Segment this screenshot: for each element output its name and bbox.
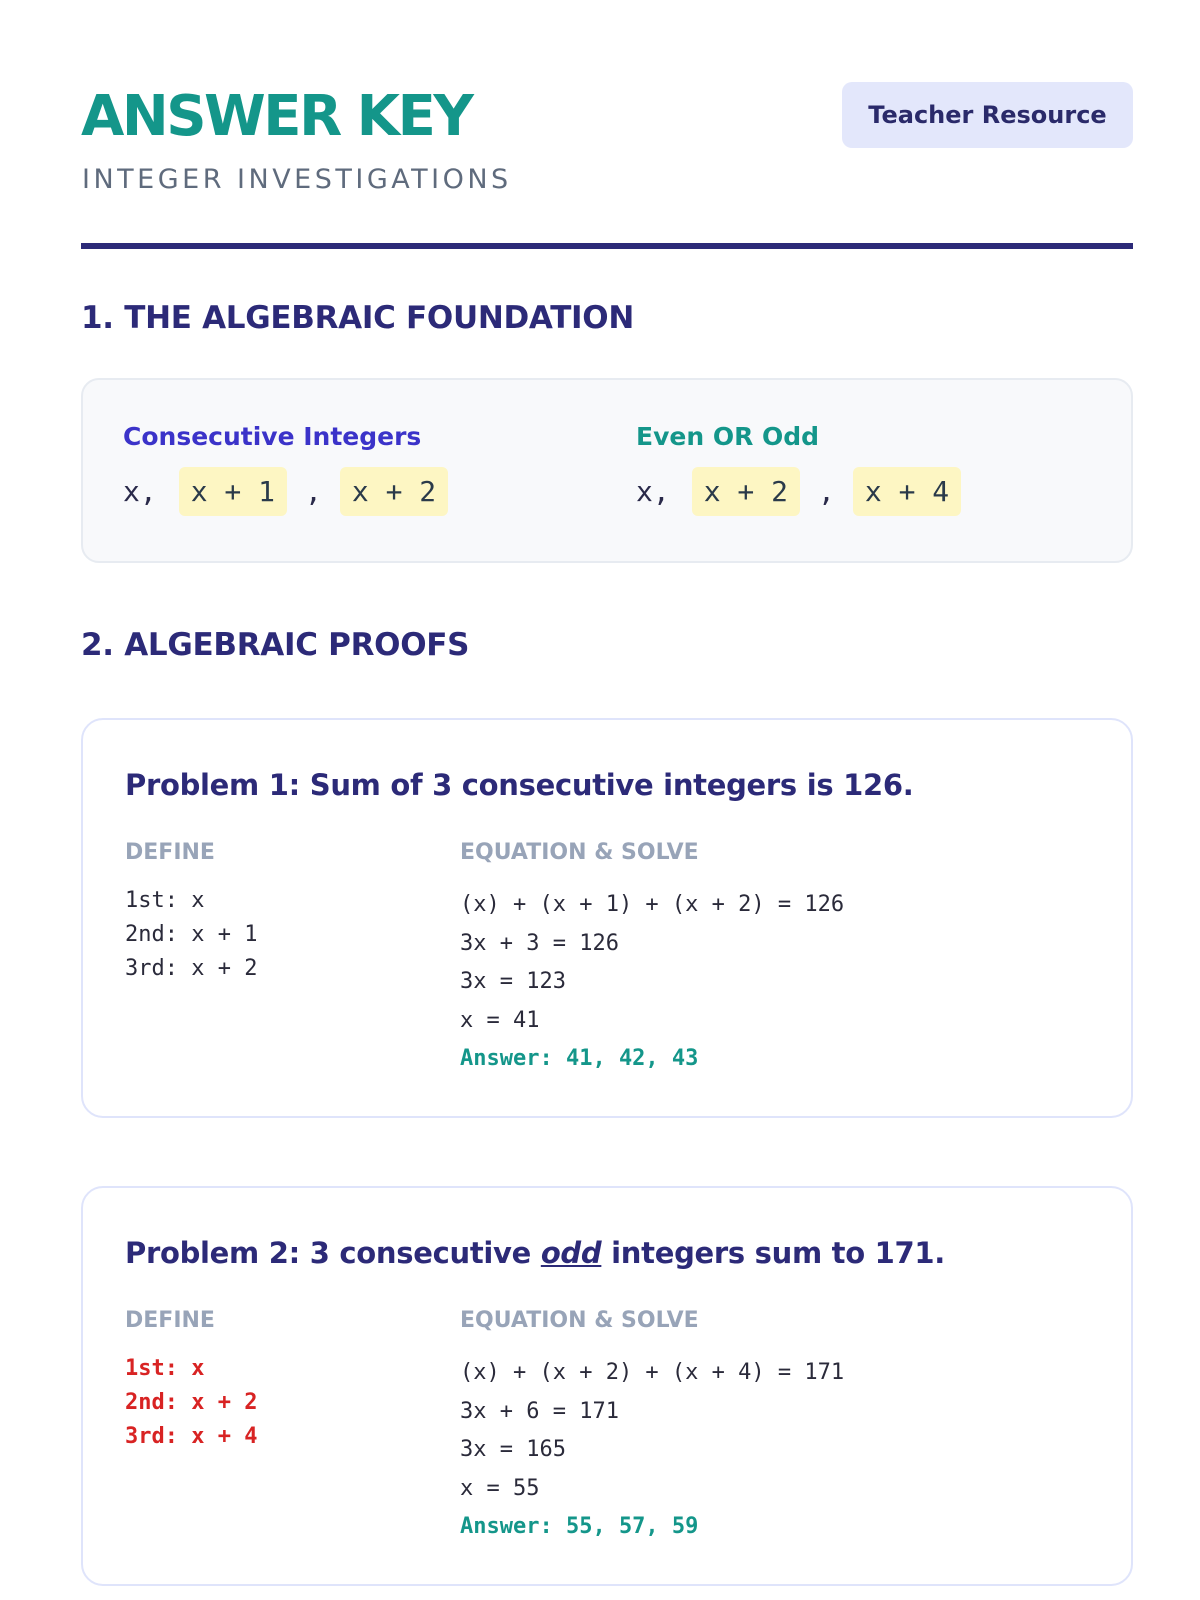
even-odd-block [636, 422, 961, 516]
section-heading-foundation: 1. THE ALGEBRAIC FOUNDATION [81, 300, 634, 336]
answer-line: Answer: 41, 42, 43 [460, 1046, 699, 1071]
define-heading: DEFINE [125, 840, 215, 865]
page-subtitle: INTEGER INVESTIGATIONS [82, 164, 512, 195]
expr-term-2: x + 1 [179, 467, 287, 516]
even-odd-expression [636, 467, 961, 516]
problem-title [125, 1236, 945, 1270]
solve-heading: EQUATION & SOLVE [460, 1308, 699, 1333]
problem-title-emphasis: odd [540, 1236, 602, 1270]
answer-key-page [81, 0, 1133, 1539]
expr-separator: , [305, 475, 322, 508]
even-odd-label: Even OR Odd [636, 422, 820, 451]
solve-line: (x) + (x + 1) + (x + 2) = 126 [460, 892, 845, 917]
page-title: ANSWER KEY [81, 84, 472, 149]
problem-title: Problem 1: Sum of 3 consecutive integers is 126. [125, 768, 914, 802]
problem-card-1 [81, 718, 1133, 1118]
header-divider [81, 243, 1133, 249]
define-heading: DEFINE [125, 1308, 215, 1333]
solve-line: 3x + 6 = 171 [460, 1398, 619, 1424]
define-line: 1st: x [125, 1356, 205, 1381]
expr-term-3: x + 4 [853, 467, 961, 516]
expr-lead: x, [123, 475, 157, 508]
solve-line: 3x = 165 [460, 1437, 566, 1462]
problem-title-prefix: Problem 2: 3 consecutive [125, 1236, 541, 1270]
solve-heading: EQUATION & SOLVE [460, 840, 699, 865]
solve-line: x = 55 [460, 1475, 540, 1501]
foundation-box [81, 378, 1133, 563]
page-header [81, 0, 1133, 250]
define-line: 2nd: x + 1 [125, 922, 258, 947]
consecutive-integers-label: Consecutive Integers [123, 422, 422, 451]
expr-separator: , [818, 475, 835, 508]
solve-lines [460, 886, 844, 1079]
section-heading-proofs: 2. ALGEBRAIC PROOFS [81, 627, 470, 663]
consecutive-integers-expression [123, 467, 448, 516]
solve-line: (x) + (x + 2) + (x + 4) = 171 [460, 1360, 845, 1385]
define-line: 3rd: x + 2 [125, 956, 258, 981]
solve-lines [460, 1354, 844, 1547]
define-line: 3rd: x + 4 [125, 1424, 258, 1449]
answer-line: Answer: 55, 57, 59 [460, 1514, 699, 1539]
expr-term-3: x + 2 [340, 467, 448, 516]
solve-line: x = 41 [460, 1007, 540, 1033]
problem-card-2 [81, 1186, 1133, 1586]
define-line: 1st: x [125, 888, 205, 913]
solve-line: 3x + 3 = 126 [460, 930, 619, 956]
solve-line: 3x = 123 [460, 969, 566, 994]
consecutive-integers-block [123, 422, 448, 516]
expr-term-2: x + 2 [692, 467, 800, 516]
problem-title-suffix: integers sum to 171. [601, 1236, 946, 1270]
define-lines [125, 1352, 257, 1454]
expr-lead: x, [636, 475, 670, 508]
define-lines [125, 884, 257, 986]
define-line: 2nd: x + 2 [125, 1390, 258, 1415]
teacher-resource-badge: Teacher Resource [842, 82, 1133, 148]
